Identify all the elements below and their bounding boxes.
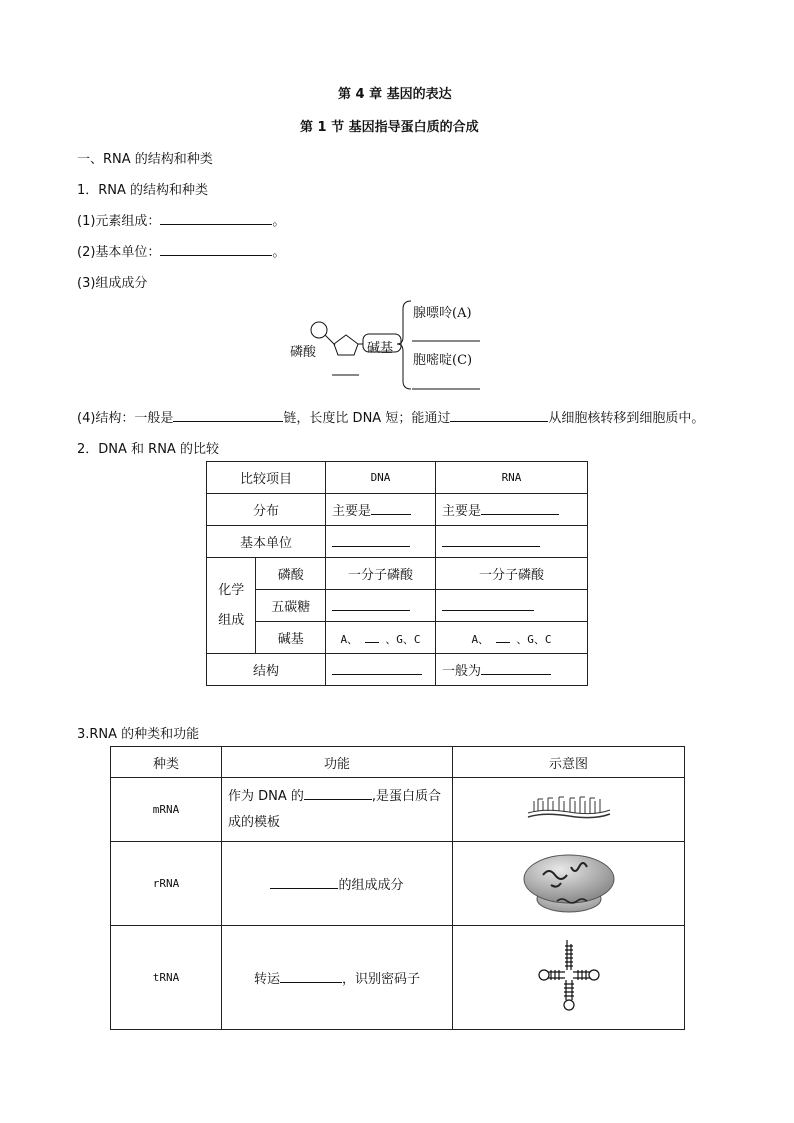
header-cell: 示意图 — [453, 747, 685, 778]
structure-prefix: (4)结构：一般是 — [77, 411, 174, 426]
cell — [326, 494, 436, 526]
table-row — [207, 622, 588, 654]
cell — [436, 494, 588, 526]
rna-base-blank[interactable] — [496, 628, 510, 643]
compare-table — [206, 461, 588, 686]
rrna-func-blank[interactable] — [270, 874, 338, 889]
trna-cloverleaf-icon — [534, 936, 604, 1016]
row-label: 五碳糖 — [256, 590, 326, 622]
diagram-cell — [453, 926, 685, 1030]
pore-blank[interactable] — [450, 407, 548, 422]
rna-distribution-blank[interactable] — [481, 500, 559, 515]
q2-heading: 2．DNA 和 RNA 的比较 — [77, 442, 219, 457]
dna-distribution-blank[interactable] — [371, 500, 411, 515]
table-row — [207, 462, 588, 494]
section-title: 第 1 节 基因指导蛋白质的合成 — [300, 120, 479, 135]
part1-heading: 一、RNA 的结构和种类 — [77, 152, 213, 167]
row-label: 碱基 — [256, 622, 326, 654]
period: 。 — [272, 214, 286, 229]
purine-label: 腺嘌呤(A) — [413, 306, 472, 321]
elements-label: (1)元素组成： — [77, 214, 161, 229]
header-cell: RNA — [436, 462, 588, 494]
cell: 一分子磷酸 — [436, 558, 588, 590]
dna-distribution-text: 主要是 — [332, 504, 372, 519]
cell — [436, 622, 588, 654]
cell — [326, 590, 436, 622]
rna-unit-blank[interactable] — [442, 532, 540, 547]
q1-unit — [77, 241, 285, 260]
mrna-icon — [524, 793, 614, 823]
row-label: 基本单位 — [207, 526, 326, 558]
trna-func-blank[interactable] — [280, 968, 342, 983]
unit-label: (2)基本单位： — [77, 245, 161, 260]
row-label: 结构 — [207, 654, 326, 686]
header-cell: DNA — [326, 462, 436, 494]
q1-heading: 1．RNA 的结构和种类 — [77, 183, 209, 198]
rna-structure-blank[interactable] — [481, 660, 551, 675]
table-row — [207, 654, 588, 686]
kind-cell: mRNA — [111, 778, 222, 842]
structure-middle: 链，长度比 DNA 短；能通过 — [283, 411, 451, 426]
q3-heading: 3.RNA 的种类和功能 — [77, 727, 200, 742]
structure-suffix: 从细胞核转移到细胞质中。 — [548, 411, 705, 426]
row-label: 磷酸 — [256, 558, 326, 590]
table-row — [111, 747, 685, 778]
table-row — [207, 526, 588, 558]
header-cell: 比较项目 — [207, 462, 326, 494]
diagram-cell — [453, 778, 685, 842]
table-row — [111, 778, 685, 842]
trna-func-pre: 转运 — [253, 972, 280, 987]
cell — [436, 526, 588, 558]
dna-base-blank[interactable] — [365, 628, 379, 643]
header-cell: 功能 — [222, 747, 453, 778]
chem-label-text: 化学组成 — [218, 582, 245, 628]
dna-sugar-blank[interactable] — [332, 596, 410, 611]
function-cell — [222, 926, 453, 1030]
chem-label — [207, 558, 256, 654]
cell — [436, 654, 588, 686]
rna-structure-text: 一般为 — [442, 664, 482, 679]
row-label: 分布 — [207, 494, 326, 526]
dna-base-a: A、 — [340, 633, 359, 646]
table-row — [111, 842, 685, 926]
rna-base-rest: 、G、C — [516, 633, 552, 646]
ribosome-icon — [521, 849, 617, 915]
rna-sugar-blank[interactable] — [442, 596, 534, 611]
mrna-func-pre: 作为 DNA 的 — [228, 788, 304, 804]
mrna-func-line2: 成的模板 — [228, 814, 281, 830]
table-row — [207, 590, 588, 622]
cell — [326, 654, 436, 686]
kind-cell: tRNA — [111, 926, 222, 1030]
nucleotide-diagram — [285, 297, 505, 397]
pyrimidine-label: 胞嘧啶(C) — [413, 353, 473, 368]
chapter-title: 第 4 章 基因的表达 — [338, 87, 452, 102]
strand-blank[interactable] — [173, 407, 283, 422]
phosphate-circle — [311, 322, 327, 338]
dna-unit-blank[interactable] — [332, 532, 410, 547]
kind-cell: rRNA — [111, 842, 222, 926]
header-cell: 种类 — [111, 747, 222, 778]
cell — [326, 526, 436, 558]
table-row — [207, 558, 588, 590]
cell — [436, 590, 588, 622]
q1-structure — [77, 407, 704, 426]
q1-elements — [77, 210, 285, 229]
kinds-table — [110, 746, 685, 1030]
unit-blank[interactable] — [160, 241, 272, 256]
elements-blank[interactable] — [160, 210, 272, 225]
table-row — [207, 494, 588, 526]
diagram-cell — [453, 842, 685, 926]
base-label: 碱基 — [367, 341, 394, 356]
q1-components: (3)组成成分 — [77, 276, 148, 291]
trna-func-post: ，识别密码子 — [342, 972, 421, 987]
dna-structure-blank[interactable] — [332, 660, 422, 675]
curly-brace — [397, 301, 411, 389]
phosphate-label: 磷酸 — [290, 345, 317, 360]
cell: 一分子磷酸 — [326, 558, 436, 590]
cell — [326, 622, 436, 654]
period: 。 — [272, 245, 286, 260]
rna-distribution-text: 主要是 — [442, 504, 482, 519]
function-cell — [222, 778, 453, 842]
rna-base-a: A、 — [471, 633, 490, 646]
mrna-func-blank[interactable] — [304, 785, 372, 800]
table-row — [111, 926, 685, 1030]
mrna-func-post: ,是蛋白质合 — [371, 788, 442, 804]
rrna-func-post: 的组成成分 — [338, 878, 404, 893]
dna-base-rest: 、G、C — [385, 633, 421, 646]
function-cell — [222, 842, 453, 926]
pentose-pentagon — [334, 335, 358, 355]
